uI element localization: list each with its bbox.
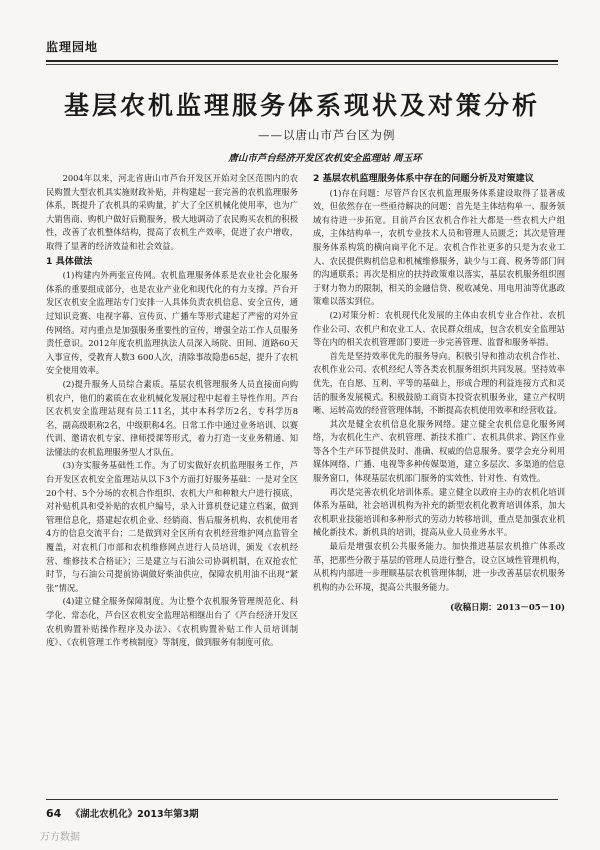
footer-rule [46,799,558,800]
paragraph: 首先是坚持效率优先的服务导向。积极引导和推动农机合作社、农机作业公司、农机经纪人等各类农机服务组织共同发展。坚持效率优先，在自愿、互利、平等的基础上，形成合理的利益连接方式和灵活的服务发展模式。积极鼓励工商资本投资农机服务业，建立产权明晰、运转高效的经营管理体制，不断提高农机使用效率和经营收益。 [313,350,565,416]
paragraph: (1)构建内外两张宣传网。农机监理服务体系是农业社会化服务体系的重要组成部分，也是农业产业化和现代化的有力支撑。芦台开发区农机安全监理站专门安排一人具体负责农机信息、安全宣传，通过知识竞赛、电视字幕、宣传页、广播车等形式建起了严密的对外宣传网络。对内重点是加强服务重要性的宣传，增强全站工作人员服务责任意识。2012年度农机监理执法人员深入场院、田间、道路60天入事宣传，受教育人数3 600人次，清除事故隐患65起，提升了农机安全使用效率。 [46,270,298,376]
article-author: 唐山市芦台经济开发区农机安全监理站 周玉环 [228,153,422,164]
article-title: 基层农机监理服务体系现状及对策分析 [63,91,540,120]
section-label: 监理园地 [46,40,99,54]
right-column [313,172,565,616]
section-heading-2: 2 基层农机监理服务体系中存在的问题分析及对策建议 [313,173,534,184]
paragraph: 其次是健全农机信息化服务网络。建立健全农机信息化服务网络，为农机化生产、农机管理、新技术推广、农机具供求、跨区作业等各个生产环节提供及时、准确、权威的信息服务。要学会充分利用媒体网络、广播、电视等多种传媒渠道，建立多层次、多渠道的信息服务窗口，体现基层农机部门服务的实效性、针对性、有效性。 [313,418,565,484]
intro-paragraph: 2004年以来，河北省唐山市芦台开发区开始对全区范围内的农民购置大型农机具实施财政补贴，并构建起一套完善的农机监理服务体系，既提升了农机具的采购量，扩大了全区机械化使用率，也为广大销售商、购机户做好后勤服务，极大地调动了农民购买农机的积极性，改善了农机整体结构，提高了农机生产效率，促进了农户增收，取得了显著的经济效益和社会效益。 [46,173,298,251]
received-date: (收稿日期：2013－05－10) [450,603,565,614]
paragraph: (2)对策分析：农机现代化发展的主体由农机专业合作社、农机作业公司、农机户和农业工人、农民群众组成，包含农机安全监理站等在内的相关农机管理部门要进一步完善管理、监督和服务举措。 [313,309,565,348]
paragraph: 最后是增强农机公共服务能力。加快推进基层农机推广体系改革，把那些分散于基层的管理人员进行整合，设立区域性管理机构，从机构内部进一步理顺基层农机管理体制，进一步改善基层农机服务机构的办公环境，提高公共服务能力。 [313,541,565,592]
paragraph: (4)建立健全服务保障制度。为让整个农机服务管理规范化、科学化、常态化，芦台区农机安全监理站相继出台了《芦台经济开发区农机购置补贴操作程序及办法》、《农机购置补贴工作人员培训制度》、《农机管理工作考核制度》等制度，做到服务有制度可依。 [46,596,298,648]
header-rule-thick [46,60,558,62]
paragraph: (3)夯实服务基础性工作。为了切实做好农机监理服务工作，芦台开发区农机安全监理站从以下3个方面打好服务基础：一是对全区20个村、5个分场的农机合作组织、农机大户和种粮大户进行摸底，对补贴机具和受补贴的农机户编号，录入计算机登记建立档案，做到管理信息化，搭建起农机企业、经销商、售后服务机构、农机使用者4方的信息交流平台；二是做到对全区所有农机经营维护网点监管全覆盖，对农机门市部和农机维修网点进行人员培训，颁发《农机经营、维修技术合格证》；三是建立与石油公司协调机制，在双抢农忙时节，与石油公司提前协调做好柴油供应，保障农机用油不出现“紧张”情况。 [46,460,298,593]
left-column [46,172,298,650]
header-rule-thin [46,64,558,65]
paragraph: (2)提升服务人员综合素质。基层农机管理服务人员直接面向购机农户，他们的素质在农业机械化发展过程中起着主导性作用。芦台区农机安全监理站现有员工11名，其中本科学历2名，专科学历8名，副高级职称2名，中级职称4名。日常工作中通过业务培训、以赛代训、邀请农机专家、律师授课等形式，着力打造一支业务精通、知法懂法的农机监理服务型人才队伍。 [46,378,298,457]
article-subtitle: ——以唐山市芦台区为例 [258,128,396,142]
watermark-text: 万方数据 [40,832,80,843]
paragraph: 再次是完善农机化培训体系。建立健全以政府主办的农机化培训体系为基础，社会培训机构为补充的新型农机化教育培训体系，加大农机职业技能培训和多种形式的劳动力转移培训，重点是加强农业机械化新技术、新机具的培训，提高从业人员业务水平。 [313,486,565,538]
paragraph: (1)存在问题：尽管芦台区农机监理服务体系建设取得了显著成效，但依然存在一些亟待解决的问题：首先是主体结构单一、服务领域有待进一步拓宽。目前芦台区农机合作社大都是一些农机大户组成，主体结构单一，农机专业技术人员和管理人员匮乏；其次是管理服务体系构筑的横向扁平化不足。农机合作社更多的只是为农业工人、农民提供购机信息和机械维修服务，缺少与工商、税务等部门间的沟通联系；再次是相应的扶持政策难以落实，基层农机服务组织囿于财力物力的限制，相关的金融信贷、税收减免、用电用油等优惠政策难以落实到位。 [313,187,565,307]
page-footer [46,806,199,820]
journal-issue: 《湖北农机化》2013年第3期 [70,809,199,820]
page-number: 64 [46,807,62,820]
section-heading-1: 1 具体做法 [46,255,93,267]
